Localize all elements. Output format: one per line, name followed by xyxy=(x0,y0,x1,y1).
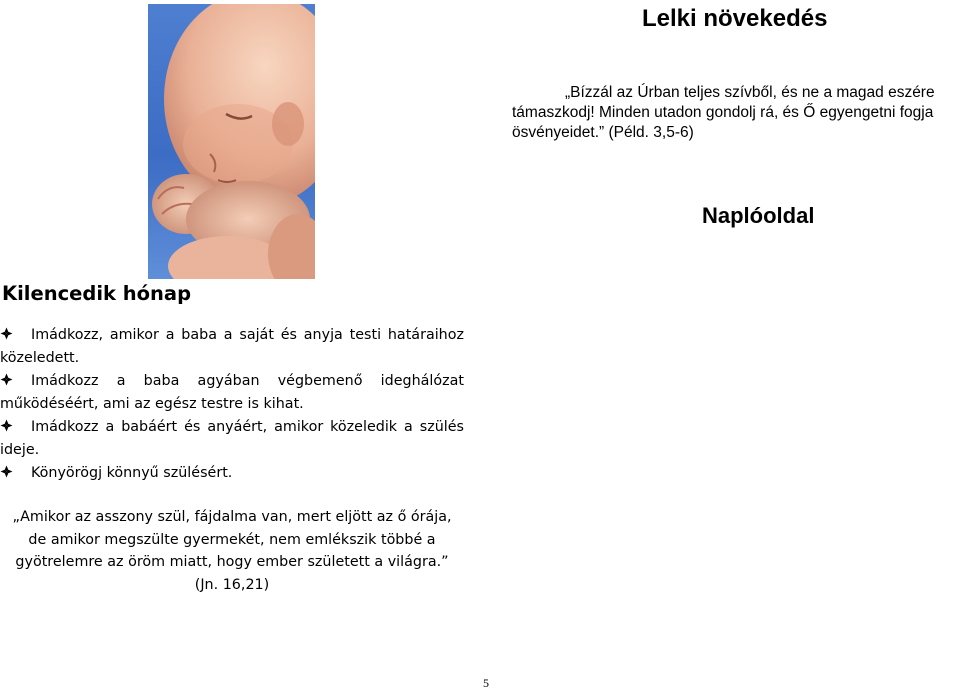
list-item xyxy=(0,370,464,416)
quote-line: ösvényeidet.” (Péld. 3,5-6) xyxy=(512,124,694,141)
quote-line: „Amikor az asszony szül, fájdalma van, mert eljött az ő órája, xyxy=(12,509,452,525)
list-item xyxy=(0,462,464,485)
prayer-text: Könyörögj könnyű szülésért. xyxy=(31,465,233,481)
list-item xyxy=(0,324,464,370)
fetus-photo xyxy=(148,4,315,279)
bible-quote-john xyxy=(0,506,464,596)
quote-line: de amikor megszülte gyermekét, nem emlékszik többé a xyxy=(28,531,436,548)
prayer-text: Imádkozz a babáért és anyáért, amikor közeledik a szülés ideje. xyxy=(0,419,464,458)
quote-line: gyötrelemre az öröm miatt, hogy ember született a világra.” xyxy=(15,554,449,570)
prayer-text: Imádkozz, amikor a baba a saját és anyja testi határaihoz közeledett. xyxy=(0,327,464,366)
month-title: Kilencedik hónap xyxy=(2,282,192,305)
quote-line: támaszkodj! Minden utadon gondolj rá, és Ő egyengetni fogja xyxy=(512,104,934,121)
section-title: Lelki növekedés xyxy=(642,5,828,32)
diamond-bullet-icon xyxy=(0,370,31,393)
quote-line: „Bízzál az Úrban teljes szívből, és ne a magad eszére xyxy=(565,84,935,101)
diamond-bullet-icon xyxy=(0,416,31,439)
prayer-text: Imádkozz a baba agyában végbemenő ideghálózat működéséért, ami az egész testre is kihat. xyxy=(0,373,464,412)
list-item xyxy=(0,416,464,462)
diary-page-title: Naplóoldal xyxy=(702,203,815,228)
diamond-bullet-icon xyxy=(0,462,31,485)
page-number: 5 xyxy=(483,676,489,690)
quote-line: (Jn. 16,21) xyxy=(194,576,270,593)
diamond-bullet-icon xyxy=(0,324,31,347)
bible-quote-proverbs xyxy=(512,83,952,143)
prayer-list xyxy=(0,324,464,485)
